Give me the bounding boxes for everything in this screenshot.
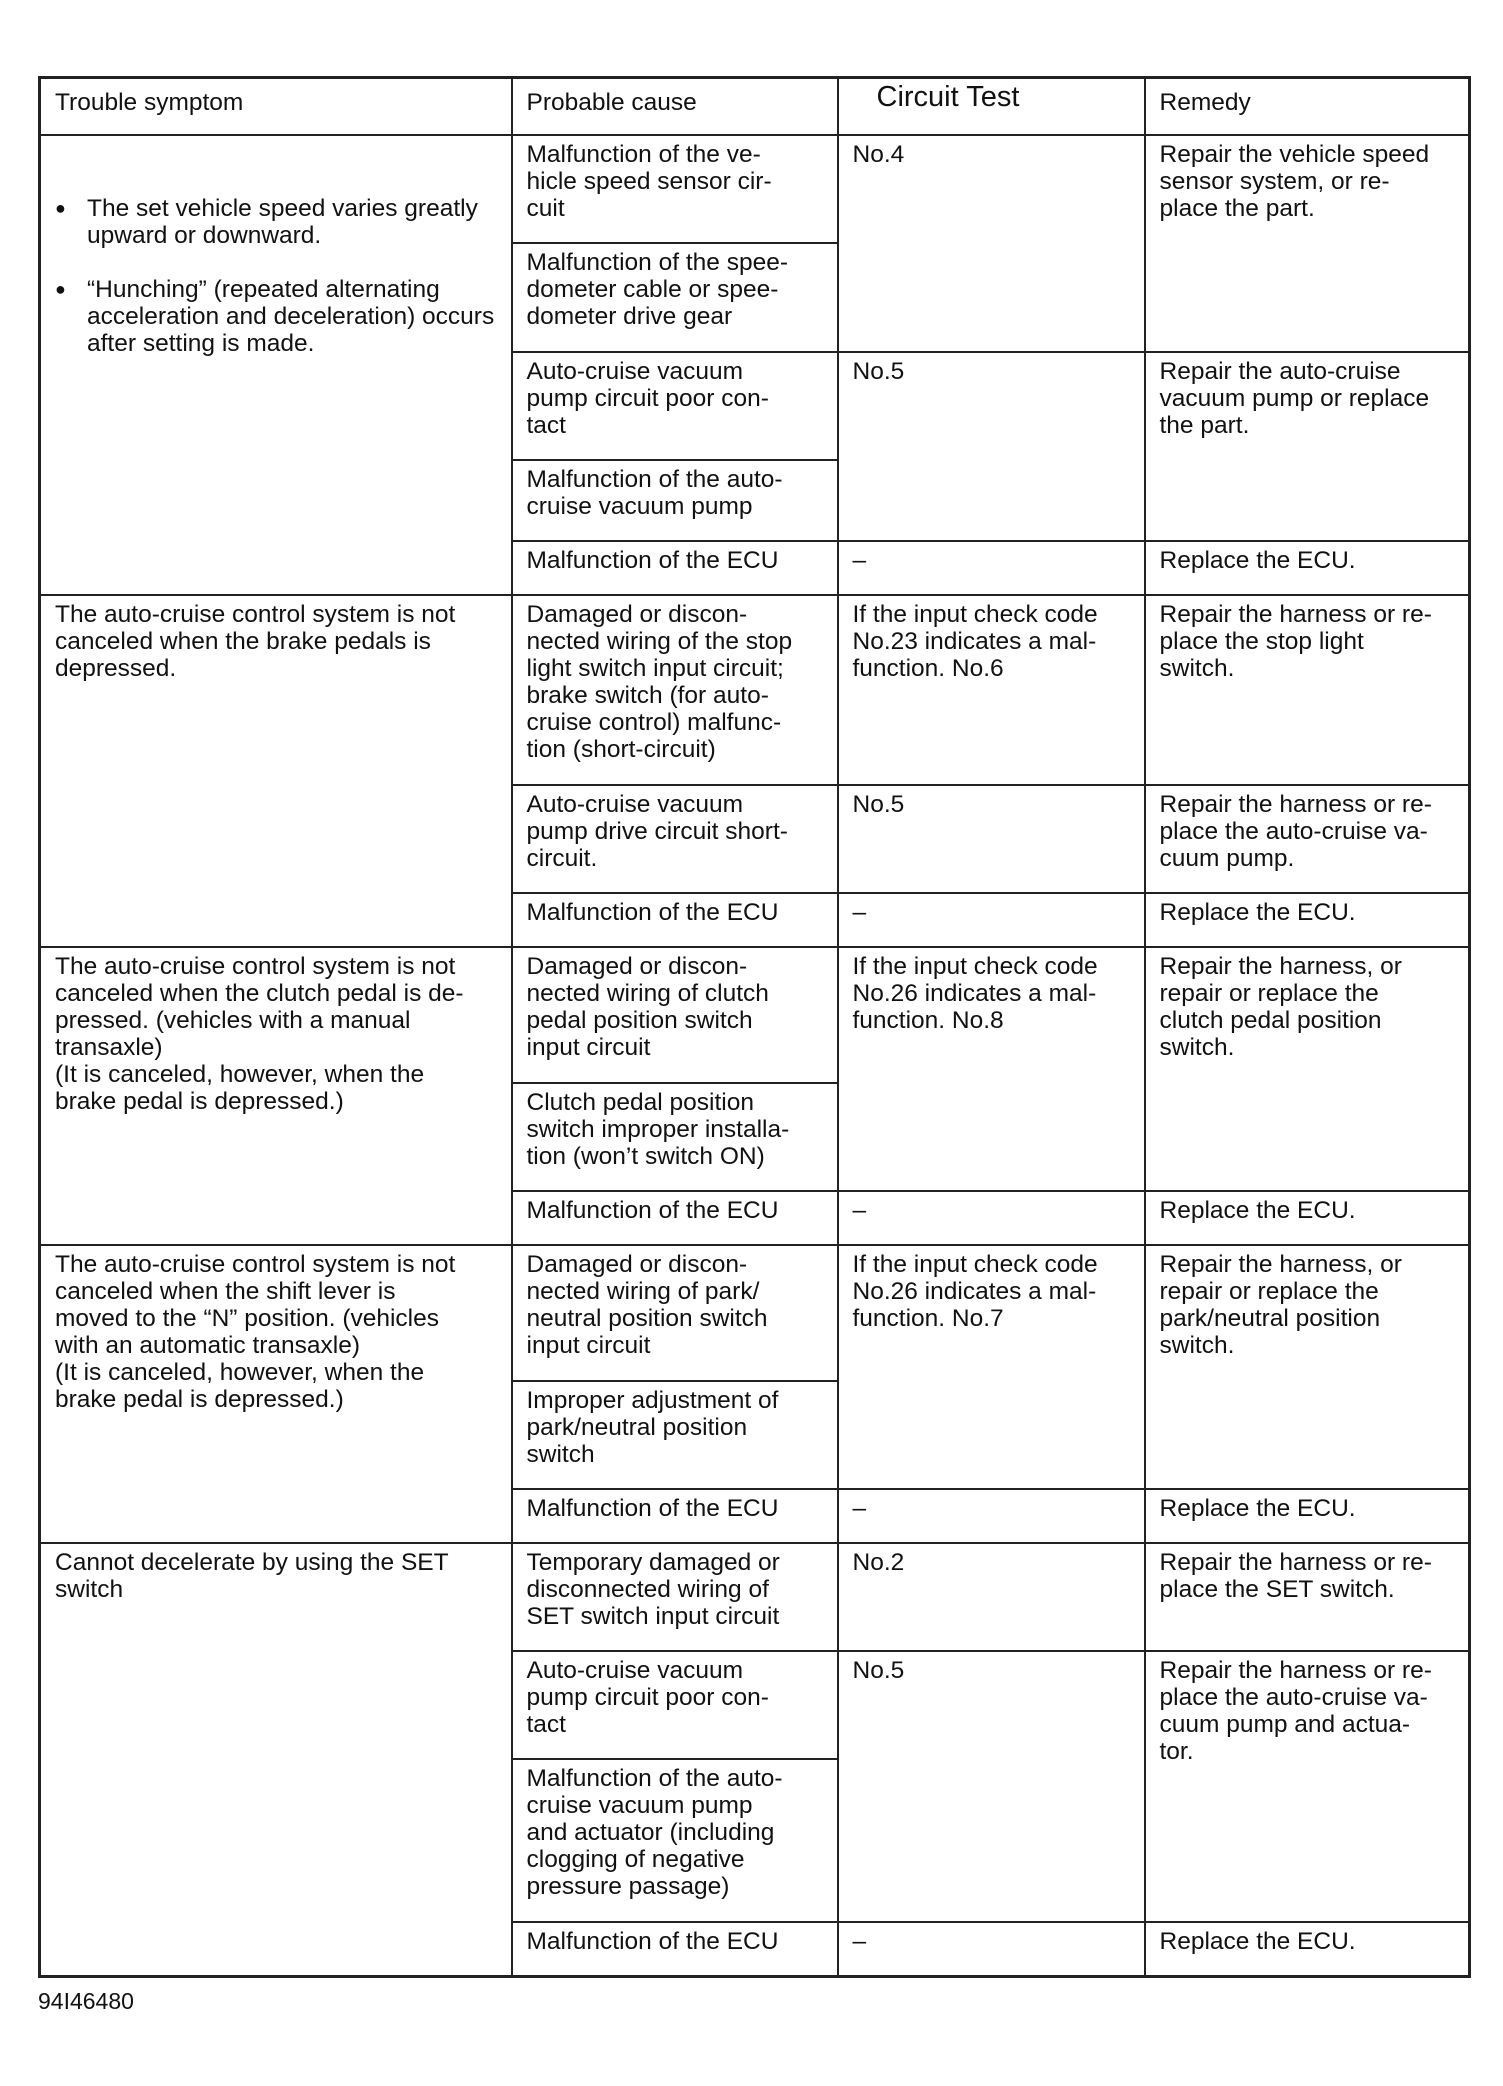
remedy-cell: Replace the ECU. [1145, 1489, 1470, 1543]
table-row [40, 947, 1470, 1083]
probable-cause-cell: Improper adjustment of park/neutral position switch [512, 1381, 838, 1489]
table-row [40, 135, 1470, 243]
probable-cause-cell: Damaged or discon- nected wiring of clutch pedal position switch input circuit [512, 947, 838, 1083]
circuit-test-cell: No.2 [838, 1543, 1145, 1651]
circuit-test-cell: If the input check code No.26 indicates a mal- function. No.7 [838, 1245, 1145, 1489]
circuit-test-cell: If the input check code No.23 indicates a mal- function. No.6 [838, 595, 1145, 785]
symptom-bullet: ● “Hunching” (repeated alternating acceleration and deceleration) occurs after setting is made. [55, 276, 501, 357]
circuit-test-cell: No.4 [838, 135, 1145, 352]
remedy-cell: Repair the harness, or repair or replace the park/neutral position switch. [1145, 1245, 1470, 1489]
probable-cause-cell: Auto-cruise vacuum pump circuit poor con- tact [512, 1651, 838, 1759]
header-remedy: Remedy [1145, 78, 1470, 136]
probable-cause-cell: Malfunction of the ECU [512, 1922, 838, 1976]
trouble-symptom-cell: The auto-cruise control system is not canceled when the brake pedals is depressed. [40, 595, 512, 947]
table-row [40, 595, 1470, 785]
probable-cause-cell: Malfunction of the ECU [512, 541, 838, 595]
probable-cause-cell: Malfunction of the auto- cruise vacuum pump and actuator (including clogging of negative pressure passage) [512, 1759, 838, 1922]
circuit-test-cell: – [838, 1489, 1145, 1543]
remedy-cell: Replace the ECU. [1145, 893, 1470, 947]
circuit-test-cell: – [838, 1922, 1145, 1976]
header-circuit-test: Circuit Test [838, 78, 1145, 136]
circuit-test-cell: No.5 [838, 785, 1145, 893]
remedy-cell: Repair the auto-cruise vacuum pump or replace the part. [1145, 352, 1470, 541]
probable-cause-cell: Clutch pedal position switch improper installa- tion (won’t switch ON) [512, 1083, 838, 1191]
remedy-cell: Repair the harness, or repair or replace the clutch pedal position switch. [1145, 947, 1470, 1191]
probable-cause-cell: Auto-cruise vacuum pump circuit poor con- tact [512, 352, 838, 460]
probable-cause-cell: Malfunction of the ECU [512, 1191, 838, 1245]
probable-cause-cell: Malfunction of the auto- cruise vacuum pump [512, 460, 838, 541]
trouble-symptom-cell: Cannot decelerate by using the SET switch [40, 1543, 512, 1976]
remedy-cell: Replace the ECU. [1145, 541, 1470, 595]
circuit-test-cell: – [838, 1191, 1145, 1245]
trouble-table [38, 76, 1471, 1978]
probable-cause-cell: Malfunction of the ECU [512, 1489, 838, 1543]
remedy-cell: Repair the harness or re- place the stop light switch. [1145, 595, 1470, 785]
figure-id: 94I46480 [38, 1988, 134, 2014]
probable-cause-cell: Malfunction of the ve- hicle speed sensor cir- cuit [512, 135, 838, 243]
remedy-cell: Repair the harness or re- place the auto-cruise va- cuum pump. [1145, 785, 1470, 893]
header-probable-cause: Probable cause [512, 78, 838, 136]
trouble-symptom-cell: The auto-cruise control system is not canceled when the shift lever is moved to the “N” position. (vehicles with an automatic transaxle) (It is canceled, however, when the brake pedal is depressed.) [40, 1245, 512, 1543]
probable-cause-cell: Damaged or discon- nected wiring of park/ neutral position switch input circuit [512, 1245, 838, 1381]
symptom-list [55, 168, 501, 384]
remedy-cell: Replace the ECU. [1145, 1922, 1470, 1976]
table-row [40, 1543, 1470, 1651]
circuit-test-cell: – [838, 541, 1145, 595]
header-trouble-symptom: Trouble symptom [40, 78, 512, 136]
probable-cause-cell: Malfunction of the ECU [512, 893, 838, 947]
circuit-test-cell: No.5 [838, 352, 1145, 541]
remedy-cell: Repair the vehicle speed sensor system, or re- place the part. [1145, 135, 1470, 352]
remedy-cell: Repair the harness or re- place the auto-cruise va- cuum pump and actua- tor. [1145, 1651, 1470, 1922]
symptom-bullet: ● The set vehicle speed varies greatly upward or downward. [55, 195, 501, 249]
remedy-cell: Replace the ECU. [1145, 1191, 1470, 1245]
table-row [40, 1245, 1470, 1381]
probable-cause-cell: Auto-cruise vacuum pump drive circuit short- circuit. [512, 785, 838, 893]
header-row [40, 78, 1470, 136]
circuit-test-cell: If the input check code No.26 indicates a mal- function. No.8 [838, 947, 1145, 1191]
probable-cause-cell: Malfunction of the spee- dometer cable or spee- dometer drive gear [512, 243, 838, 352]
probable-cause-cell: Damaged or discon- nected wiring of the stop light switch input circuit; brake switch (for auto- cruise control) malfunc- tion (short-circuit) [512, 595, 838, 785]
trouble-symptom-cell: The auto-cruise control system is not canceled when the clutch pedal is de- pressed. (vehicles with a manual transaxle) (It is canceled, however, when the brake pedal is depressed.) [40, 947, 512, 1245]
probable-cause-cell: Temporary damaged or disconnected wiring of SET switch input circuit [512, 1543, 838, 1651]
trouble-symptom-cell [40, 135, 512, 595]
circuit-test-cell: – [838, 893, 1145, 947]
circuit-test-cell: No.5 [838, 1651, 1145, 1922]
remedy-cell: Repair the harness or re- place the SET switch. [1145, 1543, 1470, 1651]
